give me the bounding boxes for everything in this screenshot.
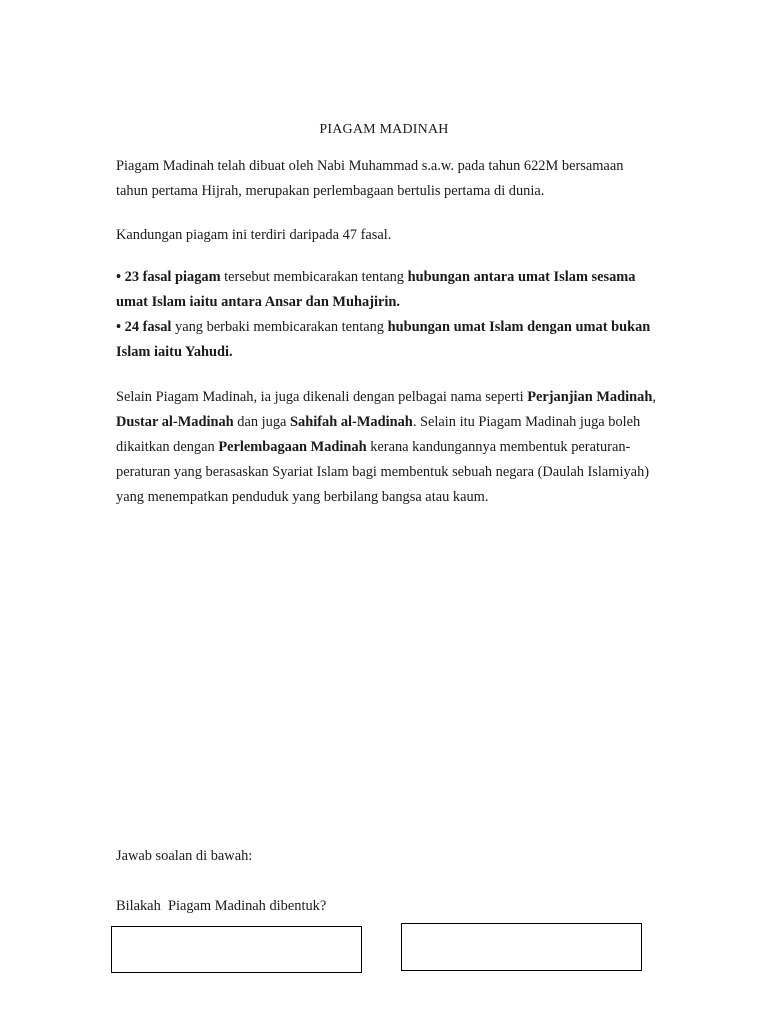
bullet-2-bold: hubungan umat Islam dengan umat bukan Islam iaitu Yahudi. — [116, 319, 651, 360]
p4-bold-2: Dustar al-Madinah — [116, 414, 234, 430]
p4-text-3: dan juga — [233, 414, 291, 430]
bullet-1-lead: • 23 fasal piagam — [116, 269, 221, 285]
questions-intro: Jawab soalan di bawah: — [116, 848, 253, 864]
bullet-2-text: yang berbaki membicarakan tentang — [171, 319, 388, 335]
p4-bold-4: Perlembagaan Madinah — [218, 439, 367, 455]
p4-text-5: kerana kandungannya membentuk peraturan-peraturan yang berasaskan Syariat Islam bagi membentuk sebuah negara (Daulah Islamiyah) yang menempatkan penduduk yang berbilang bangsa atau kaum. — [116, 439, 650, 505]
document-title: PIAGAM MADINAH — [319, 122, 449, 137]
paragraph-intro: Piagam Madinah telah dibuat oleh Nabi Muhammad s.a.w. pada tahun 622M bersamaan tahun pertama Hijrah, merupakan perlembagaan bertulis pertama di dunia. — [116, 158, 624, 199]
bullet-1-text: tersebut membicarakan tentang — [220, 269, 408, 285]
paragraph-other-names — [116, 385, 656, 510]
bullet-2-lead: • 24 fasal — [116, 319, 172, 335]
bullet-list — [116, 265, 656, 365]
p4-text-1: Selain Piagam Madinah, ia juga dikenali dengan pelbagai nama seperti — [116, 389, 528, 405]
p4-text-4: . Selain itu Piagam Madinah juga boleh dikaitkan dengan — [116, 414, 641, 455]
p4-bold-1: Perjanjian Madinah — [527, 389, 653, 405]
bullet-1-bold: hubungan antara umat Islam sesama umat Islam iaitu antara Ansar dan Muhajirin. — [116, 269, 636, 310]
p4-bold-3: Sahifah al-Madinah — [290, 414, 413, 430]
paragraph-fasal-count: Kandungan piagam ini terdiri daripada 47 fasal. — [116, 227, 392, 243]
answer-box-2[interactable] — [401, 923, 642, 971]
question-1: Bilakah Piagam Madinah dibentuk? — [116, 898, 327, 914]
answer-box-1[interactable] — [111, 926, 362, 973]
p4-text-2: , — [652, 389, 656, 405]
